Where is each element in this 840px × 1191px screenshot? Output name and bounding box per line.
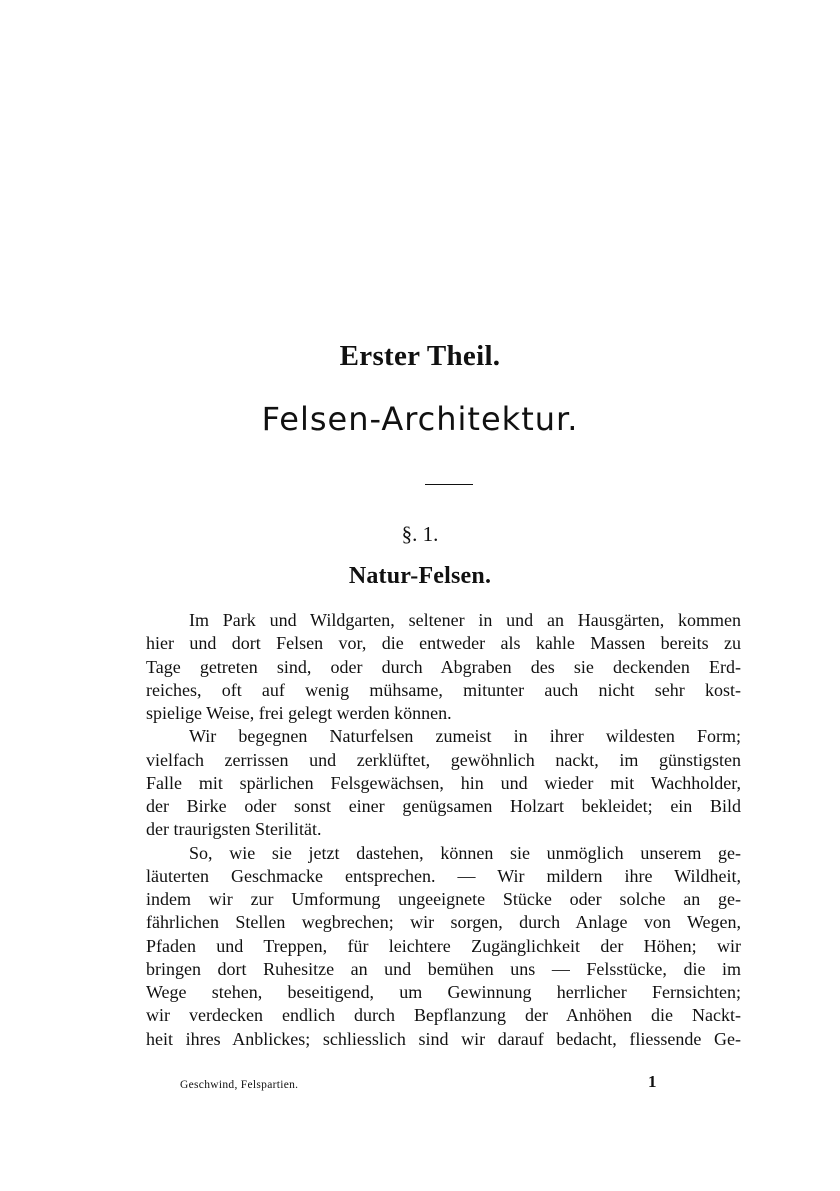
- text-line: Wege stehen, beseitigend, um Gewinnung herrlicher Fernsichten;: [146, 982, 741, 1002]
- section-number: §. 1.: [401, 522, 439, 546]
- text-line: Falle mit spärlichen Felsgewächsen, hin und wieder mit Wachholder,: [146, 772, 741, 793]
- text-line: Pfaden und Treppen, für leichtere Zugänglichkeit der Höhen; wir: [146, 935, 741, 956]
- part-subtitle: Felsen-Architektur.: [261, 400, 579, 438]
- footer-signature: Geschwind, Felspartien.: [180, 1079, 299, 1091]
- text-line: Tage getreten sind, oder durch Abgraben des sie deckenden Erd-: [146, 656, 741, 677]
- text-line: fährlichen Stellen wegbrechen; wir sorgen, durch Anlage von Wegen,: [146, 912, 741, 933]
- body-text: [146, 609, 741, 1051]
- text-line: bringen dort Ruhesitze an und bemühen uns — Felsstücke, die im: [146, 958, 741, 979]
- text-line: wir verdecken endlich durch Bepflanzung der Anhöhen die Nackt-: [146, 1005, 741, 1026]
- divider-rule: [425, 484, 473, 485]
- text-line: der Birke oder sonst einer genügsamen Holzart bekleidet; ein Bild: [146, 796, 741, 816]
- text-line: spielige Weise, frei gelegt werden können.: [146, 703, 452, 723]
- text-line: Im Park und Wildgarten, seltener in und an Hausgärten, kommen: [189, 610, 741, 630]
- text-line: So, wie sie jetzt dastehen, können sie unmöglich unserem ge-: [189, 842, 741, 863]
- section-title: Natur-Felsen.: [348, 563, 492, 589]
- text-line: heit ihres Anblickes; schliesslich sind wir darauf bedacht, fliessende Ge-: [146, 1028, 741, 1049]
- text-line: Wir begegnen Naturfelsen zumeist in ihrer wildesten Form;: [189, 726, 741, 747]
- text-line: hier und dort Felsen vor, die entweder als kahle Massen bereits zu: [146, 633, 741, 654]
- text-line: reiches, oft auf wenig mühsame, mitunter auch nicht sehr kost-: [146, 679, 741, 700]
- text-line: indem wir zur Umformung ungeeignete Stücke oder solche an ge-: [146, 889, 741, 909]
- page-number: 1: [648, 1072, 657, 1091]
- text-line: der traurigsten Sterilität.: [146, 819, 322, 840]
- text-line: läuterten Geschmacke entsprechen. — Wir mildern ihre Wildheit,: [146, 865, 741, 886]
- part-title: Erster Theil.: [339, 340, 501, 372]
- text-line: vielfach zerrissen und zerklüftet, gewöhnlich nackt, im günstigsten: [146, 749, 741, 770]
